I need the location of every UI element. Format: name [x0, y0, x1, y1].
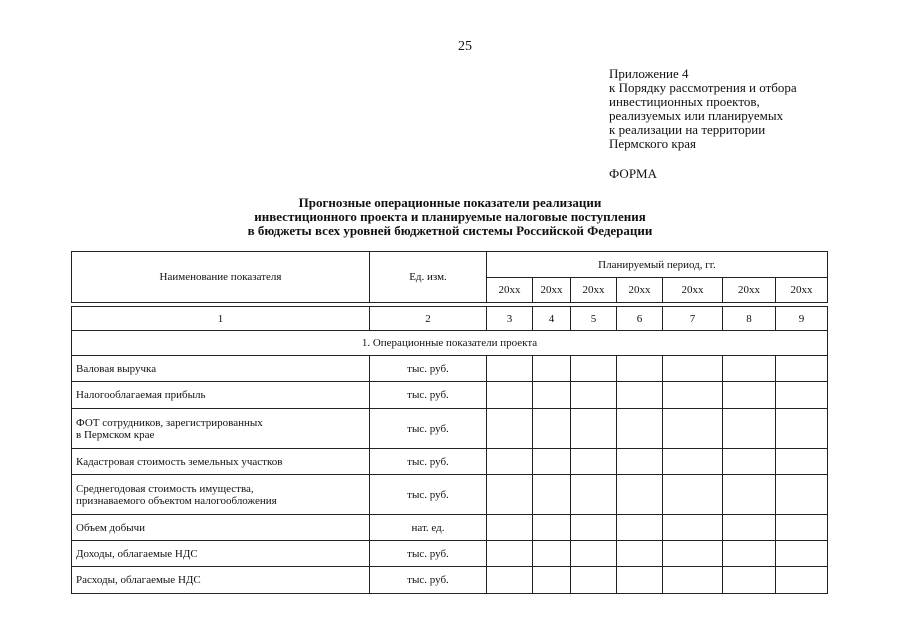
- column-number: 4: [533, 307, 571, 331]
- row-name-line: в Пермском крае: [76, 428, 155, 441]
- value-cell: [617, 515, 663, 541]
- value-cell: [571, 382, 617, 409]
- row-name: Валовая выручка: [72, 356, 370, 382]
- row-name: [72, 475, 370, 515]
- column-number: 5: [571, 307, 617, 331]
- table-row: [72, 356, 828, 382]
- row-unit: нат. ед.: [370, 515, 487, 541]
- row-name: Расходы, облагаемые НДС: [72, 567, 370, 594]
- value-cell: [487, 515, 533, 541]
- table-row: [72, 475, 828, 515]
- value-cell: [617, 382, 663, 409]
- value-cell: [776, 356, 828, 382]
- table-row: [72, 449, 828, 475]
- value-cell: [571, 541, 617, 567]
- row-name-line: Среднегодовая стоимость имущества,: [76, 482, 254, 495]
- value-cell: [663, 541, 723, 567]
- table-row: [72, 515, 828, 541]
- row-unit: тыс. руб.: [370, 475, 487, 515]
- row-name-line: признаваемого объектом налогообложения: [76, 494, 277, 507]
- appendix-note: [609, 67, 797, 151]
- appendix-line: Приложение 4: [609, 66, 689, 81]
- column-numbers-row: [72, 307, 828, 331]
- column-number: 9: [776, 307, 828, 331]
- value-cell: [776, 382, 828, 409]
- value-cell: [723, 382, 776, 409]
- column-number: 1: [72, 307, 370, 331]
- indicators-table: [71, 251, 828, 594]
- column-number: 7: [663, 307, 723, 331]
- value-cell: [776, 515, 828, 541]
- title-line: инвестиционного проекта и планируемые налоговые поступления: [254, 209, 646, 224]
- value-cell: [663, 475, 723, 515]
- value-cell: [723, 515, 776, 541]
- title-line: Прогнозные операционные показатели реализации: [298, 195, 602, 210]
- value-cell: [487, 449, 533, 475]
- header-year: 20хх: [663, 278, 723, 303]
- column-number: 6: [617, 307, 663, 331]
- row-name: Объем добычи: [72, 515, 370, 541]
- value-cell: [487, 475, 533, 515]
- value-cell: [617, 449, 663, 475]
- value-cell: [533, 541, 571, 567]
- value-cell: [571, 409, 617, 449]
- table-row: [72, 382, 828, 409]
- value-cell: [776, 567, 828, 594]
- value-cell: [533, 382, 571, 409]
- header-year: 20хх: [533, 278, 571, 303]
- value-cell: [663, 449, 723, 475]
- value-cell: [487, 356, 533, 382]
- value-cell: [571, 567, 617, 594]
- value-cell: [723, 409, 776, 449]
- value-cell: [533, 515, 571, 541]
- appendix-line: инвестиционных проектов,: [609, 94, 760, 109]
- row-unit: тыс. руб.: [370, 409, 487, 449]
- value-cell: [533, 356, 571, 382]
- value-cell: [571, 449, 617, 475]
- row-name: Доходы, облагаемые НДС: [72, 541, 370, 567]
- value-cell: [663, 567, 723, 594]
- header-year: 20хх: [487, 278, 533, 303]
- value-cell: [663, 515, 723, 541]
- value-cell: [571, 515, 617, 541]
- value-cell: [723, 541, 776, 567]
- header-indicator: Наименование показателя: [72, 252, 370, 303]
- value-cell: [617, 541, 663, 567]
- section-title: 1. Операционные показатели проекта: [72, 331, 828, 356]
- column-number: 3: [487, 307, 533, 331]
- value-cell: [723, 449, 776, 475]
- value-cell: [533, 449, 571, 475]
- value-cell: [723, 475, 776, 515]
- row-name: Кадастровая стоимость земельных участков: [72, 449, 370, 475]
- form-label: ФОРМА: [609, 166, 657, 181]
- header-year: 20хх: [571, 278, 617, 303]
- value-cell: [776, 541, 828, 567]
- document-title: [150, 196, 750, 238]
- row-name: Налогооблагаемая прибыль: [72, 382, 370, 409]
- value-cell: [663, 356, 723, 382]
- value-cell: [571, 356, 617, 382]
- row-unit: тыс. руб.: [370, 449, 487, 475]
- value-cell: [533, 475, 571, 515]
- table-row: [72, 567, 828, 594]
- value-cell: [617, 409, 663, 449]
- header-year: 20хх: [617, 278, 663, 303]
- value-cell: [617, 356, 663, 382]
- header-unit: Ед. изм.: [370, 252, 487, 303]
- value-cell: [617, 475, 663, 515]
- value-cell: [663, 382, 723, 409]
- appendix-line: Пермского края: [609, 136, 696, 151]
- header-year: 20хх: [776, 278, 828, 303]
- value-cell: [617, 567, 663, 594]
- column-number: 8: [723, 307, 776, 331]
- column-number: 2: [370, 307, 487, 331]
- value-cell: [487, 409, 533, 449]
- value-cell: [723, 356, 776, 382]
- value-cell: [571, 475, 617, 515]
- row-unit: тыс. руб.: [370, 541, 487, 567]
- value-cell: [533, 567, 571, 594]
- table-row: [72, 541, 828, 567]
- appendix-line: к реализации на территории: [609, 122, 766, 137]
- header-year: 20хх: [723, 278, 776, 303]
- value-cell: [776, 475, 828, 515]
- value-cell: [487, 541, 533, 567]
- title-line: в бюджеты всех уровней бюджетной системы Российской Федерации: [247, 223, 653, 238]
- value-cell: [487, 567, 533, 594]
- row-unit: тыс. руб.: [370, 567, 487, 594]
- table-row: [72, 409, 828, 449]
- value-cell: [663, 409, 723, 449]
- header-period: Планируемый период, гг.: [487, 252, 828, 278]
- row-unit: тыс. руб.: [370, 382, 487, 409]
- appendix-line: к Порядку рассмотрения и отбора: [609, 80, 797, 95]
- row-name-line: ФОТ сотрудников, зарегистрированных: [76, 416, 263, 429]
- value-cell: [533, 409, 571, 449]
- page-number: 25: [458, 39, 472, 54]
- row-unit: тыс. руб.: [370, 356, 487, 382]
- row-name: [72, 409, 370, 449]
- value-cell: [776, 449, 828, 475]
- value-cell: [723, 567, 776, 594]
- value-cell: [776, 409, 828, 449]
- appendix-line: реализуемых или планируемых: [609, 108, 784, 123]
- value-cell: [487, 382, 533, 409]
